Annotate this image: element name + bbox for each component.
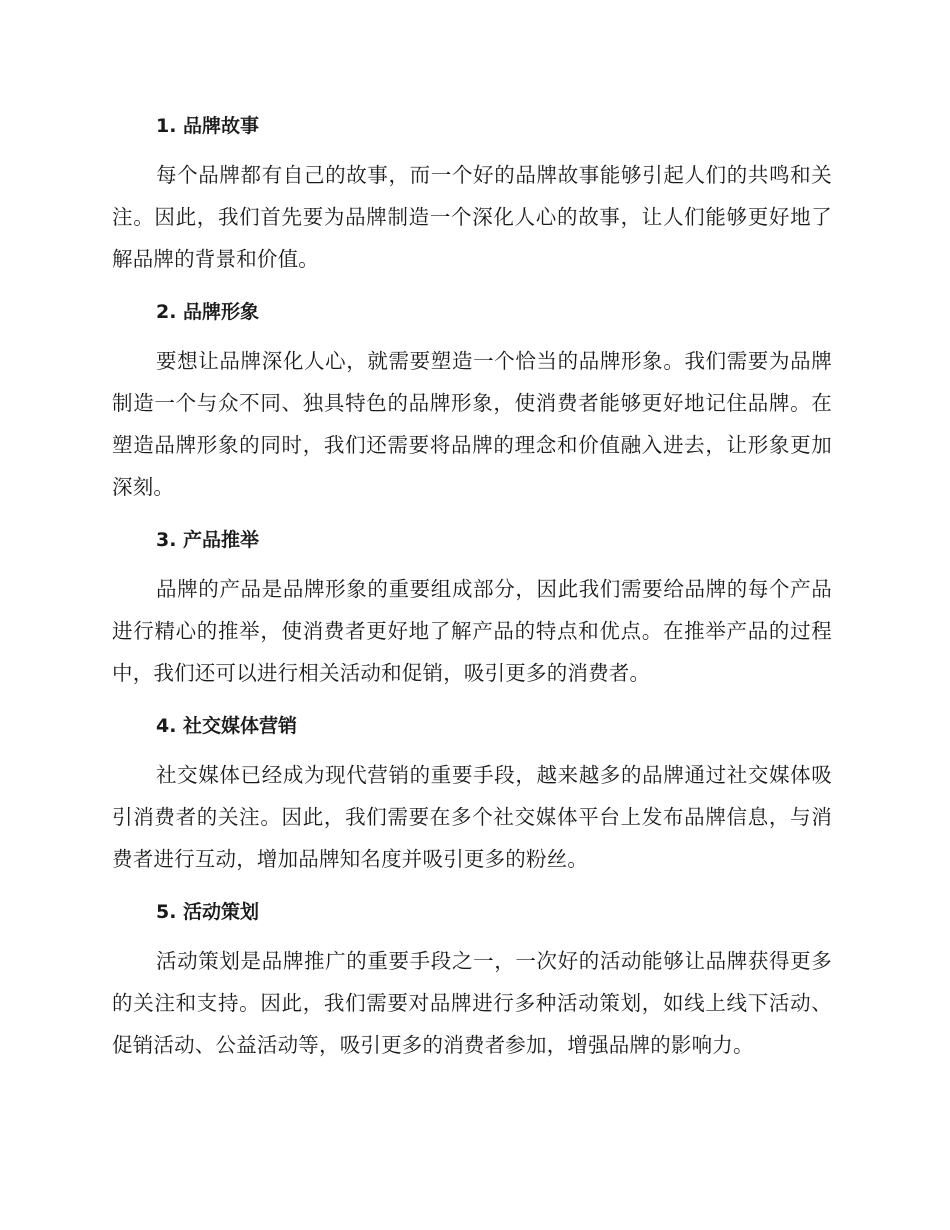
section-paragraph: 每个品牌都有自己的故事，而一个好的品牌故事能够引起人们的共鸣和关注。因此，我们首先要为品牌制造一个深化人心的故事，让人们能够更好地了解品牌的背景和价值。: [112, 163, 832, 271]
section-heading: 3. 产品推举: [156, 529, 260, 551]
section-paragraph: 要想让品牌深化人心，就需要塑造一个恰当的品牌形象。我们需要为品牌制造一个与众不同、独具特色的品牌形象，使消费者能够更好地记住品牌。在塑造品牌形象的同时，我们还需要将品牌的理念和价值融入进去，让形象更加深刻。: [112, 349, 832, 499]
section-heading: 4. 社交媒体营销: [156, 715, 298, 737]
section-paragraph: 品牌的产品是品牌形象的重要组成部分，因此我们需要给品牌的每个产品进行精心的推举，使消费者更好地了解产品的特点和优点。在推举产品的过程中，我们还可以进行相关活动和促销，吸引更多的消费者。: [112, 577, 832, 685]
section-social-media-marketing: [112, 704, 832, 880]
section-brand-story: [112, 104, 832, 280]
section-heading: 1. 品牌故事: [156, 115, 260, 137]
document-page: [112, 104, 832, 1076]
section-brand-image: [112, 290, 832, 508]
section-heading: 2. 品牌形象: [156, 301, 260, 323]
section-heading: 5. 活动策划: [156, 901, 260, 923]
section-paragraph: 社交媒体已经成为现代营销的重要手段，越来越多的品牌通过社交媒体吸引消费者的关注。因此，我们需要在多个社交媒体平台上发布品牌信息，与消费者进行互动，增加品牌知名度并吸引更多的粉丝。: [112, 763, 832, 871]
section-product-promotion: [112, 518, 832, 694]
section-event-planning: [112, 890, 832, 1066]
section-paragraph: 活动策划是品牌推广的重要手段之一，一次好的活动能够让品牌获得更多的关注和支持。因此，我们需要对品牌进行多种活动策划，如线上线下活动、促销活动、公益活动等，吸引更多的消费者参加，增强品牌的影响力。: [112, 949, 832, 1057]
